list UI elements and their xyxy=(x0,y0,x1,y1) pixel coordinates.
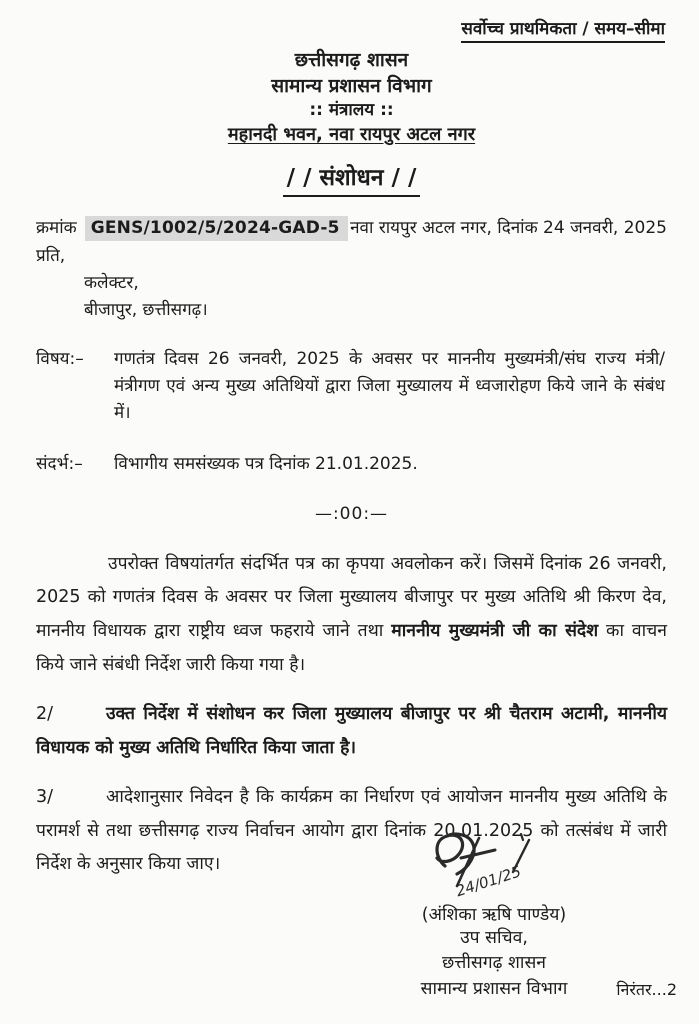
signatory-designation: उप सचिव, xyxy=(460,928,528,948)
continuation-marker: निरंतर...2 xyxy=(616,980,677,999)
signatory-name: (अंशिका ऋषि पाण्डेय) xyxy=(421,905,567,925)
priority-tag xyxy=(36,16,667,43)
priority-tag-text: सर्वोच्च प्राथमिकता / समय–सीमा xyxy=(461,16,665,43)
para3-text: आदेशानुसार निवेदन है कि कार्यक्रम का निर्धारण एवं आयोजन माननीय मुख्य अतिथि के परामर्श से तथा छत्तीसगढ़ राज्य निर्वाचन आयोग द्वारा दिनांक 20.01.2025 को तत्संबंध में जारी निर्देश के अनुसार किया जाए। xyxy=(36,787,667,875)
letterhead-ministry: :: मंत्रालय :: xyxy=(309,100,394,121)
reference-block-text: विभागीय समसंख्यक पत्र दिनांक 21.01.2025. xyxy=(114,453,418,474)
place-and-date: नवा रायपुर अटल नगर, दिनांक 24 जनवरी, 2025 xyxy=(350,217,667,238)
addressee-to: प्रति, xyxy=(36,245,66,266)
letterhead-address: महानदी भवन, नवा रायपुर अटल नगर xyxy=(227,123,476,145)
para1-text-before: उपरोक्त विषयांतर्गत संदर्भित पत्र का कृपया अवलोकन करें। जिसमें दिनांक 26 जनवरी, 2025 को गणतंत्र दिवस के अवसर पर जिला मुख्यालय बीजापुर पर मुख्य अतिथि श्री किरण देव, माननीय विधायक द्वारा राष्ट्रीय ध्वज फहराये जाने तथा xyxy=(36,553,667,641)
subject-text: गणतंत्र दिवस 26 जनवरी, 2025 के अवसर पर माननीय मुख्यमंत्री/संघ राज्य मंत्री/मंत्रीगण एवं अन्य मुख्य अतिथियों द्वारा जिला मुख्यालय में ध्वजारोहण किये जाने के संबंध में। xyxy=(114,349,665,423)
signature-block xyxy=(329,828,659,1002)
reference-number-highlighted: GENS/1002/5/2024-GAD-5 xyxy=(85,216,348,241)
para1-text-after: का वाचन किये जाने संबंधी निर्देश जारी किया गया है। xyxy=(36,620,668,675)
para3-number: 3/ xyxy=(36,787,54,808)
section-separator: —:00:— xyxy=(314,503,389,524)
body-paragraph-1 xyxy=(36,548,667,682)
subject-label: विषय:– xyxy=(36,349,84,370)
reference-block-label: संदर्भ:– xyxy=(36,453,83,474)
reference-left xyxy=(36,215,348,241)
addressee-line2: बीजापुर, छत्तीसगढ़। xyxy=(84,300,208,321)
letterhead-government: छत्तीसगढ़ शासन xyxy=(294,49,409,71)
document-title-text: / / संशोधन / / xyxy=(283,160,421,197)
signature-date-text: 24/01/25 xyxy=(453,862,524,901)
body-paragraph-2 xyxy=(36,698,667,765)
para1-text-bold: माननीय मुख्यमंत्री जी का संदेश xyxy=(391,620,599,641)
signatory-org2: सामान्य प्रशासन विभाग xyxy=(420,978,568,999)
reference-block xyxy=(36,451,667,478)
addressee-line1: कलेक्टर, xyxy=(84,272,139,293)
reference-row xyxy=(36,215,667,241)
letterhead xyxy=(36,47,667,148)
letterhead-department: सामान्य प्रशासन विभाग xyxy=(271,75,432,98)
signature-scribble-icon xyxy=(417,828,577,906)
addressee-block xyxy=(36,243,667,325)
para2-number: 2/ xyxy=(36,704,54,725)
reference-label: क्रमांक xyxy=(36,217,77,238)
subject-block xyxy=(36,346,667,427)
para2-text: उक्त निर्देश में संशोधन कर जिला मुख्यालय बीजापुर पर श्री चैतराम अटामी, माननीय विधायक को मुख्य अतिथि निर्धारित किया जाता है। xyxy=(36,704,667,758)
document-title xyxy=(36,160,667,197)
signatory-org1: छत्तीसगढ़ शासन xyxy=(442,953,546,974)
handwritten-signature xyxy=(329,828,659,906)
